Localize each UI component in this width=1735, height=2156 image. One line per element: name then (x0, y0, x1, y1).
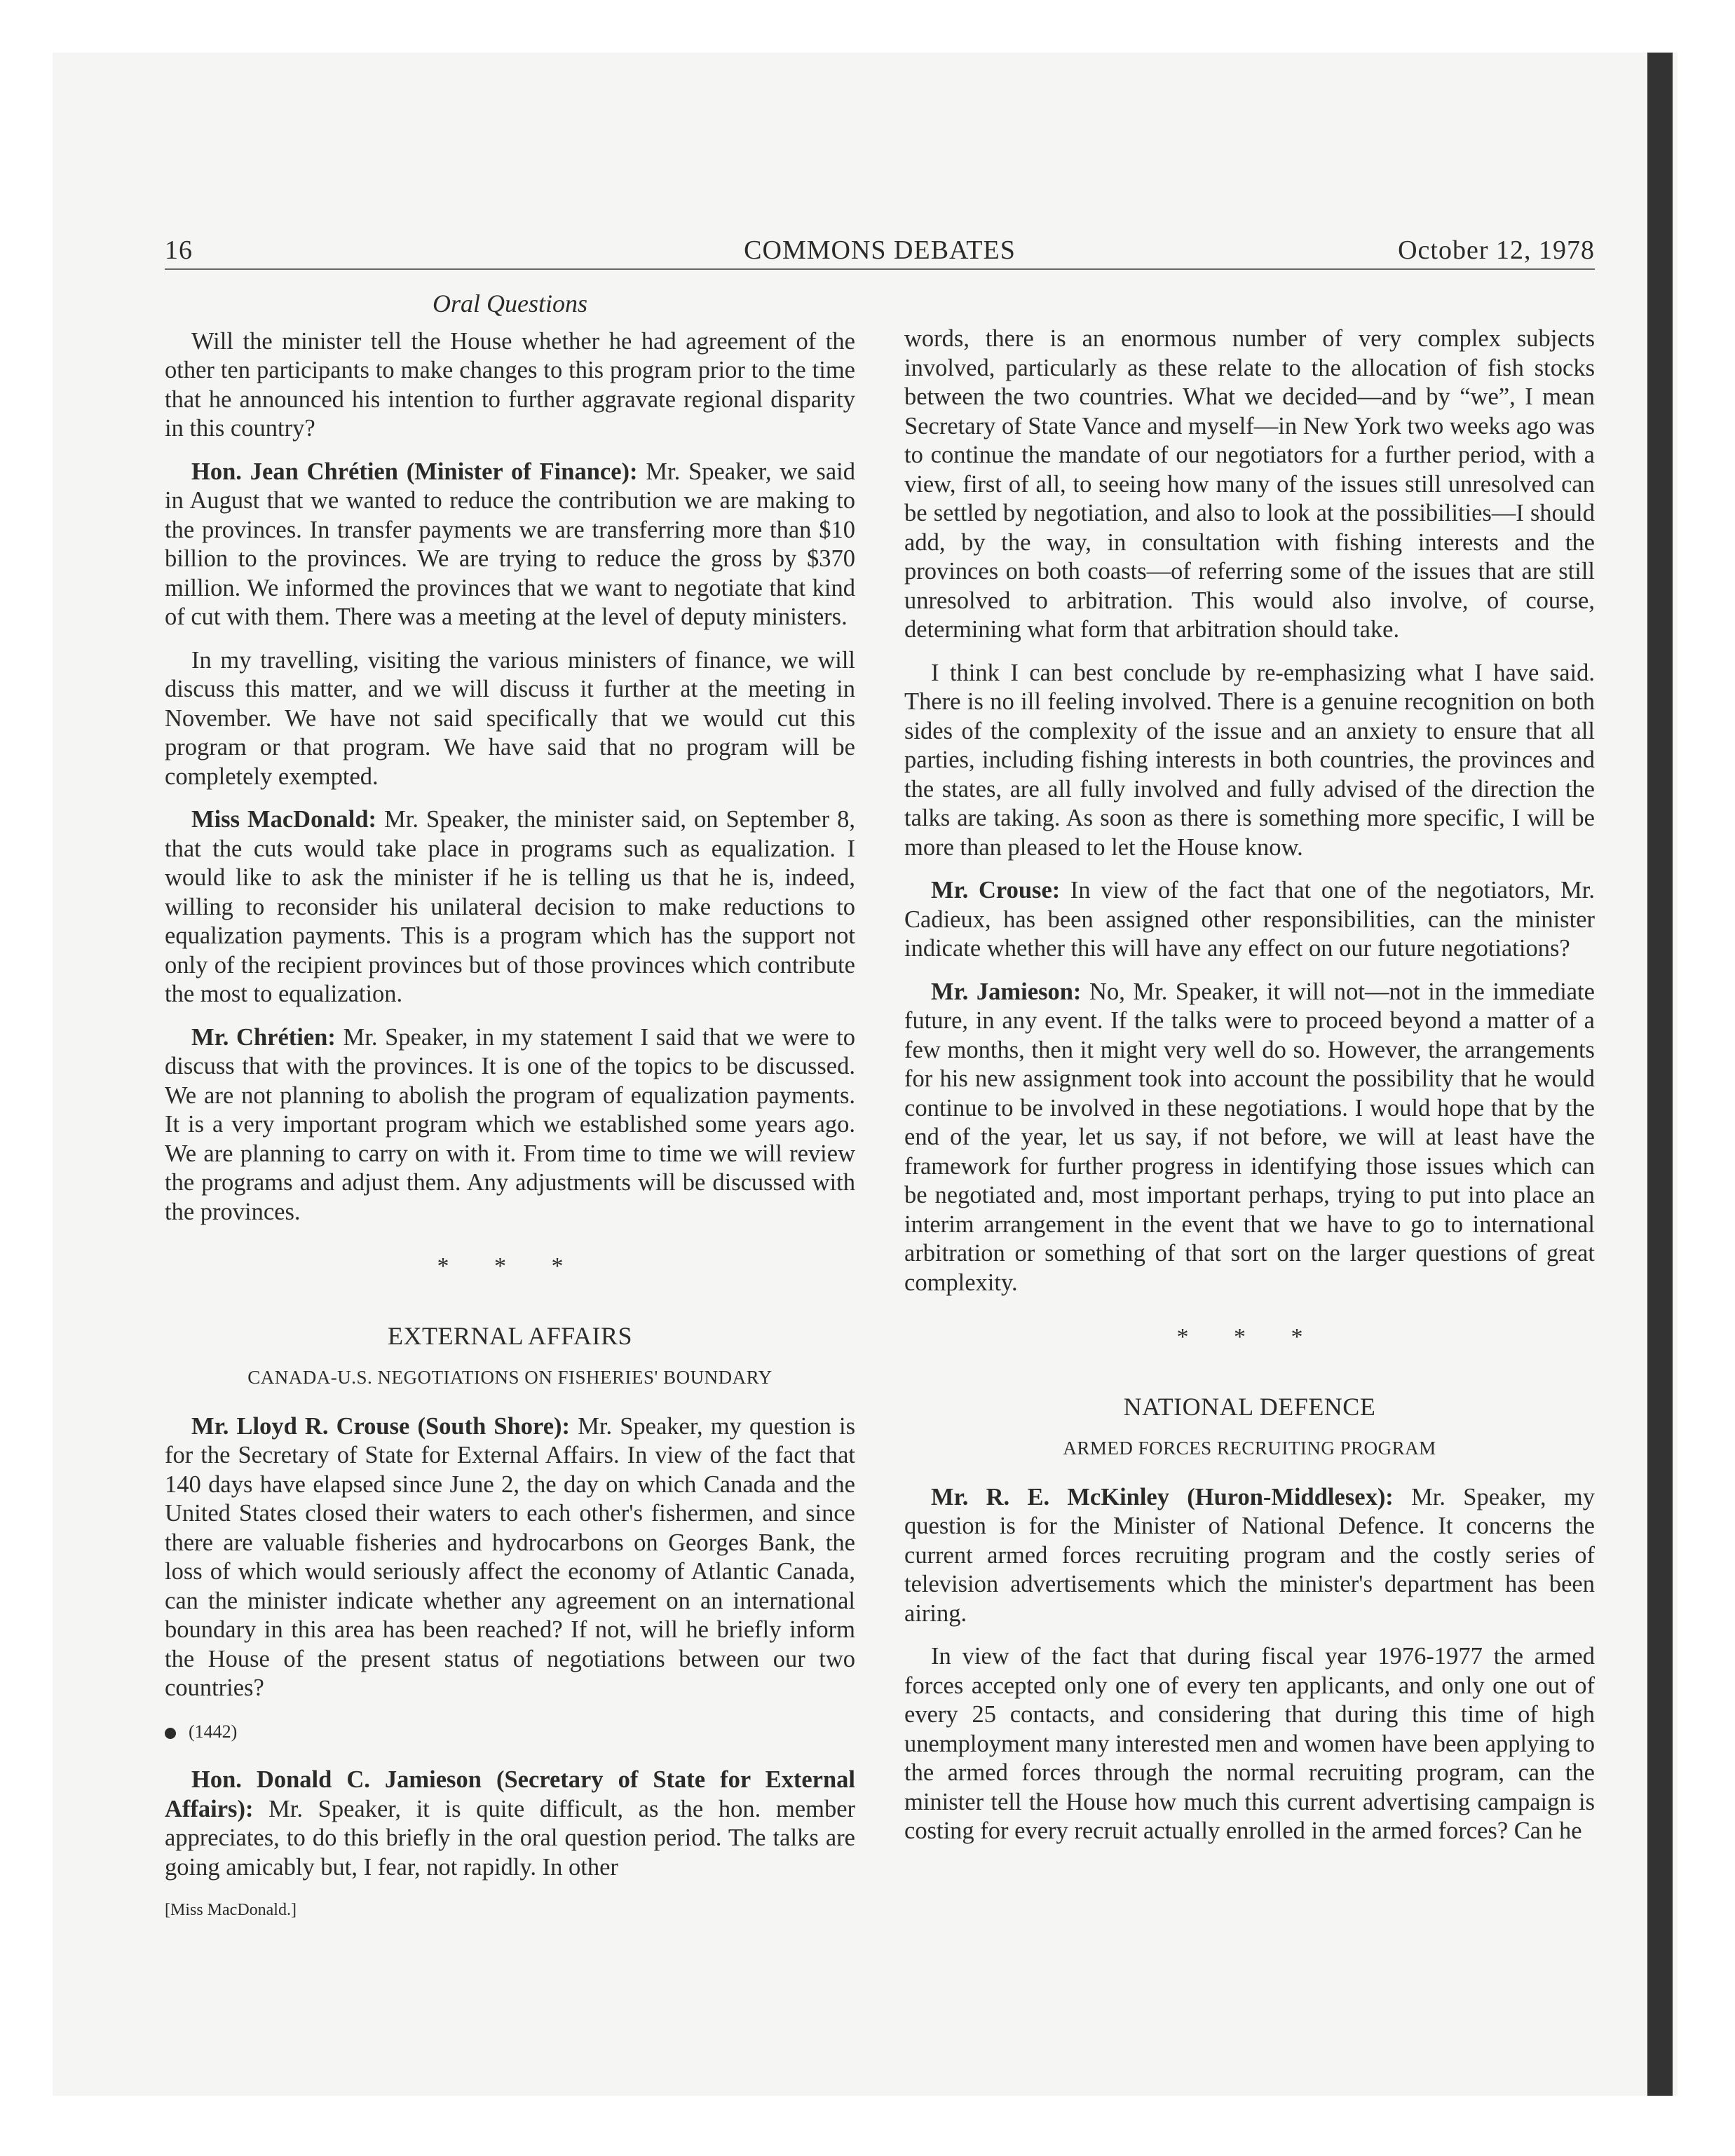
speech-text: Mr. Speaker, the minister said, on September 8, that the cuts would take place in programs such as equalization. I would like to ask the minister if he is telling us that he is, indeed, willing to reconsider his unilateral decision to make reductions to equalization payments. This is a program which has the support not only of the recipient provinces but of those provinces which contribute the most to equalization. (165, 806, 855, 1007)
speaker-name: Hon. Donald C. Jamieson (Secretary of State for External Affairs): (165, 1766, 855, 1822)
publication-title: COMMONS DEBATES (744, 236, 1016, 265)
issue-date: October 12, 1978 (1398, 236, 1595, 265)
time-marker-text: (1442) (189, 1721, 238, 1742)
scan-edge-bar (1647, 53, 1673, 2096)
paragraph (165, 805, 855, 1009)
bullet-icon (165, 1728, 176, 1739)
paragraph (165, 1023, 855, 1227)
section-heading: EXTERNAL AFFAIRS (387, 1321, 633, 1350)
speaker-name: Hon. Jean Chrétien (Minister of Finance): (191, 458, 638, 485)
section-heading: NATIONAL DEFENCE (1123, 1392, 1376, 1421)
paragraph (904, 978, 1595, 1298)
section-separator: * * * (1176, 1324, 1323, 1350)
speaker-name: Mr. Crouse: (931, 877, 1061, 903)
paragraph: words, there is an enormous number of very complex subjects involved, particularly as these relate to the allocation of fish stocks between the two countries. What we decided—and by “we”, I mean Secretary of State Vance and myself—in New York two weeks ago was to continue the mandate of our negotiators for a further period, with a view, first of all, to seeing how many of the issues still unresolved can be settled by negotiation, and also to look at the possibilities—I should add, by the way, in consultation with fishing interests and the provinces on both coasts—of referring some of the issues that are still unresolved to arbitration. This would also involve, of course, determining what form that arbitration should take. (904, 325, 1595, 643)
speaker-name: Mr. Chrétien: (191, 1023, 336, 1051)
section-subheading: ARMED FORCES RECRUITING PROGRAM (1063, 1438, 1436, 1459)
section-separator: * * * (437, 1253, 583, 1279)
speech-text: Mr. Speaker, in my statement I said that we were to discuss that with the provinces. It is one of the topics to be discussed. We are not planning to abolish the program of equalization payments. It is a very important program which we established some years ago. We are planning to carry on with it. From time to time we will review the programs and adjust them. Any adjustments will be discussed with the provinces. (165, 1023, 855, 1225)
paragraph: I think I can best conclude by re-emphasizing what I have said. There is no ill feeling involved. There is a genuine recognition on both sides of the complexity of the issue and an anxiety to ensure that all parties, including fishing interests in both countries, the provinces and the states, are all fully involved and fully advised of the direction the talks are taking. As soon as there is something more specific, I will be more than pleased to let the House know. (904, 659, 1595, 861)
section-subheading: CANADA-U.S. NEGOTIATIONS ON FISHERIES' BOUNDARY (247, 1367, 773, 1388)
time-marker (165, 1717, 855, 1747)
speaker-name: Miss MacDonald: (191, 806, 377, 833)
speaker-name: Mr. Jamieson: (931, 978, 1082, 1005)
speech-text: No, Mr. Speaker, it will not—not in the immediate future, in any event. If the talks were to proceed beyond a matter of a few months, then it might very well do so. However, the arrangements for his new assignment took into account the possibility that he would continue to be involved in these negotiations. I would hope that by the end of the year, let us say, if not before, we will at least have the framework for further progress in identifying those issues which can be negotiated and, most important perhaps, trying to put into place an interim arrangement in the event that we have to go to international arbitration or something of that sort on the larger questions of great complexity. (904, 978, 1595, 1296)
page-footer: [Miss MacDonald.] (165, 1901, 297, 1919)
right-column (904, 325, 1595, 1860)
running-header (165, 233, 1595, 270)
paragraph (904, 1483, 1595, 1629)
speech-text: In view of the fact that one of the negotiators, Mr. Cadieux, has been assigned other responsibilities, can the minister indicate whether this will have any effect on our future negotiations? (904, 877, 1595, 962)
paragraph (165, 1412, 855, 1703)
speech-text: Mr. Speaker, it is quite difficult, as the hon. member appreciates, to do this briefly in the oral question period. The talks are going amicably but, I fear, not rapidly. In other (165, 1795, 855, 1881)
paragraph (165, 458, 855, 632)
speech-text: Mr. Speaker, my question is for the Secretary of State for External Affairs. In view of the fact that 140 days have elapsed since June 2, the day on which Canada and the United States closed their waters to each other's fishermen, and since there are valuable fisheries and hydrocarbons on Georges Bank, the loss of which would seriously affect the economy of Atlantic Canada, can the minister indicate whether any agreement on an international boundary in this area has been reached? If not, will he briefly inform the House of the present status of negotiations between our two countries? (165, 1412, 855, 1701)
left-column (165, 289, 855, 1925)
speaker-name: Mr. R. E. McKinley (Huron-Middlesex): (931, 1483, 1394, 1510)
page-number: 16 (165, 236, 193, 265)
paragraph: Will the minister tell the House whether he had agreement of the other ten participants to make changes to this program prior to the time that he announced his intention to further aggravate regional disparity in this country? (165, 327, 855, 442)
paragraph: In my travelling, visiting the various ministers of finance, we will discuss this matter, and we will discuss it further at the meeting in November. We have not said specifically that we would cut this program or that program. We have said that no program will be completely exempted. (165, 646, 855, 790)
speech-text: Mr. Speaker, we said in August that we wanted to reduce the contribution we are making to the provinces. In transfer payments we are transferring more than $10 billion to the provinces. We are trying to reduce the gross by $370 million. We informed the provinces that we want to negotiate that kind of cut with them. There was a meeting at the level of deputy ministers. (165, 458, 855, 630)
paragraph (904, 876, 1595, 964)
section-title: Oral Questions (432, 289, 587, 318)
paragraph: In view of the fact that during fiscal year 1976-1977 the armed forces accepted only one of every ten applicants, and only one out of every 25 contacts, and considering that during this time of high unemployment many interested men and women have been applying to the armed forces through the normal recruiting program, can the minister tell the House how much this current advertising campaign is costing for every recruit actually enrolled in the armed forces? Can he (904, 1643, 1595, 1844)
speaker-name: Mr. Lloyd R. Crouse (South Shore): (191, 1412, 571, 1440)
paragraph (165, 1766, 855, 1882)
speech-text: Mr. Speaker, my question is for the Minister of National Defence. It concerns the current armed forces recruiting program and the costly series of television advertisements which the minister's department has been airing. (904, 1483, 1595, 1627)
